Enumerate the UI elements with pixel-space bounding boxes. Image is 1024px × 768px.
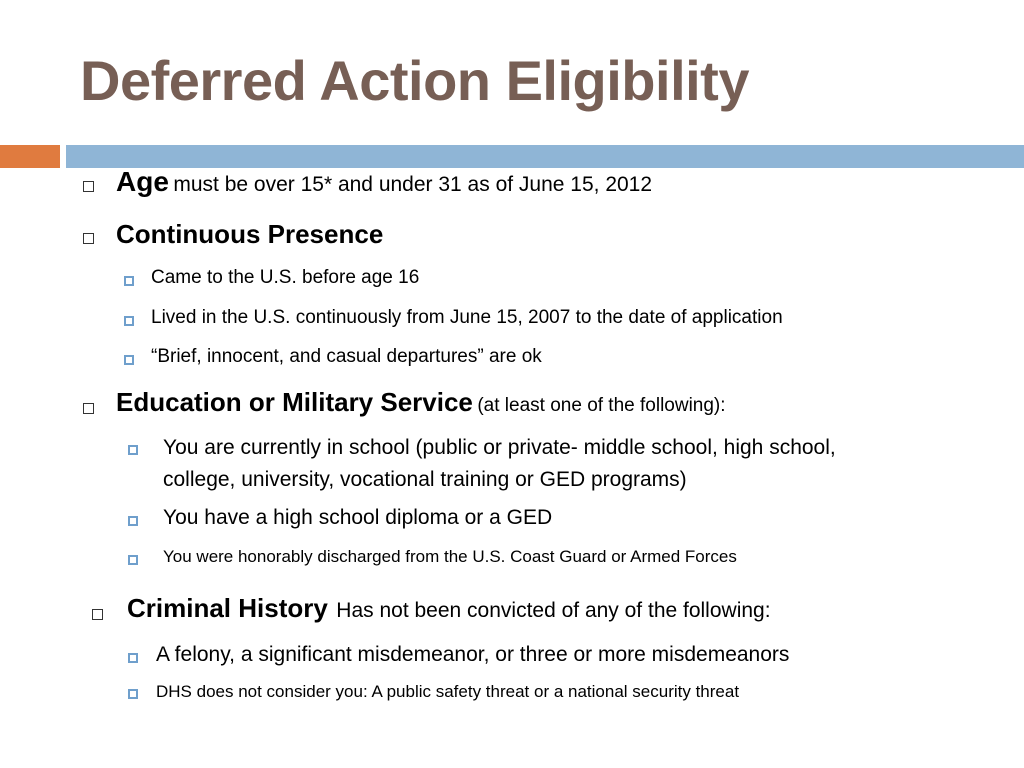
bullet-blue-square-icon <box>124 276 134 286</box>
education-item-1-line-2: college, university, vocational training or GED programs) <box>163 468 687 491</box>
age-heading: Age <box>116 166 169 197</box>
bullet-square-icon <box>92 609 103 620</box>
presence-item-1: Came to the U.S. before age 16 <box>151 267 420 288</box>
bullet-criminal <box>127 593 771 624</box>
bullet-square-icon <box>83 181 94 192</box>
bullet-blue-square-icon <box>128 689 138 699</box>
presence-item-3: “Brief, innocent, and casual departures” are ok <box>151 346 542 367</box>
bullet-blue-square-icon <box>124 316 134 326</box>
bullet-blue-square-icon <box>128 653 138 663</box>
education-item-2: You have a high school diploma or a GED <box>163 506 553 529</box>
education-item-3: You were honorably discharged from the U.S. Coast Guard or Armed Forces <box>163 547 737 566</box>
bullet-blue-square-icon <box>124 355 134 365</box>
criminal-heading: Criminal History <box>127 593 328 623</box>
criminal-text: Has not been convicted of any of the following: <box>336 599 771 622</box>
age-text: must be over 15* and under 31 as of June 15, 2012 <box>173 173 653 196</box>
bullet-age <box>116 166 652 198</box>
criminal-item-2: DHS does not consider you: A public safety threat or a national security threat <box>156 682 740 701</box>
criminal-item-1: A felony, a significant misdemeanor, or three or more misdemeanors <box>156 643 790 666</box>
education-item-1 <box>163 432 836 496</box>
bullet-square-icon <box>83 403 94 414</box>
education-note: (at least one of the following): <box>477 395 726 416</box>
accent-bar-blue <box>66 145 1024 168</box>
bullet-blue-square-icon <box>128 555 138 565</box>
bullet-blue-square-icon <box>128 516 138 526</box>
bullet-education <box>116 387 726 418</box>
bullet-blue-square-icon <box>128 445 138 455</box>
accent-bar-orange <box>0 145 60 168</box>
slide-title: Deferred Action Eligibility <box>80 49 749 112</box>
presence-item-2: Lived in the U.S. continuously from June 15, 2007 to the date of application <box>151 307 783 328</box>
education-heading: Education or Military Service <box>116 387 473 417</box>
bullet-square-icon <box>83 233 94 244</box>
presence-heading: Continuous Presence <box>116 219 384 249</box>
education-item-1-line-1: You are currently in school (public or private- middle school, high school, <box>163 436 836 459</box>
